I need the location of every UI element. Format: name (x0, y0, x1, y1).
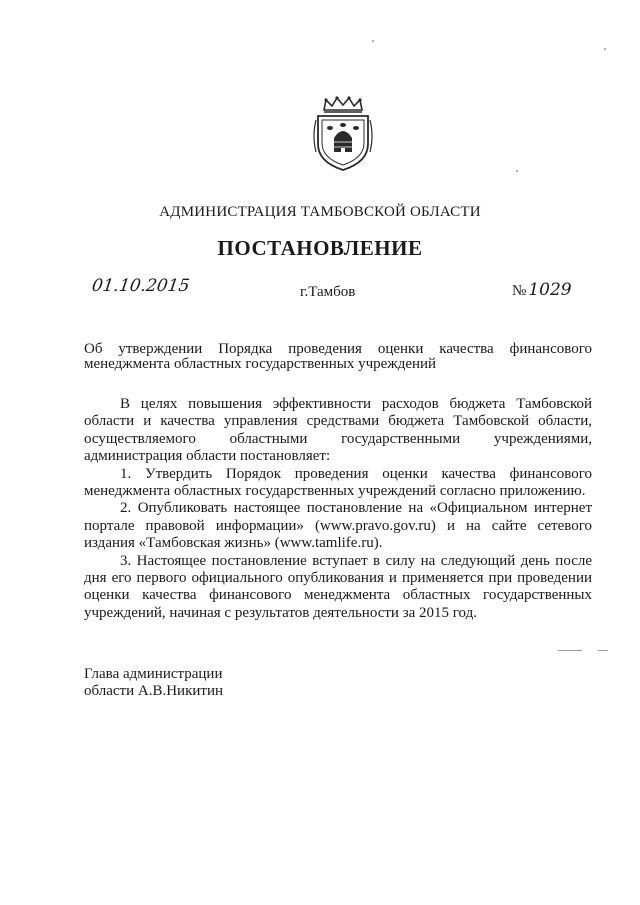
handwritten-date: 01.10.2015 (90, 276, 191, 296)
number-sign: № (512, 283, 527, 299)
clause-3-paragraph: 3. Настоящее постановление вступает в силу на следующий день после дня его первого официального опубликования и применяется при проведении оценки качества финансового менеджмента областных государственных учреждений, начиная с результатов деятельности за 2015 год. (84, 552, 592, 621)
signature-name: области А.В.Никитин (84, 683, 224, 700)
document-type-title: ПОСТАНОВЛЕНИЕ (217, 236, 423, 260)
document-body (84, 396, 592, 622)
document-subject: Об утверждении Порядка проведения оценки качества финансового менеджмента областных государственных учреждений (84, 341, 592, 372)
clause-1-paragraph: 1. Утвердить Порядок проведения оценки качества финансового менеджмента областных государственных учреждений согласно приложению. (84, 465, 592, 500)
document-number (512, 280, 572, 300)
authority-title: АДМИНИСТРАЦИЯ ТАМБОВСКОЙ ОБЛАСТИ (159, 204, 481, 220)
signature-position: Глава администрации (84, 666, 223, 682)
clause-2-paragraph: 2. Опубликовать настоящее постановление на «Официальном интернет портале правовой информации» (www.pravo.gov.ru) и на сайте сетевого издания «Тамбовская жизнь» (www.tamlife.ru). (84, 500, 592, 552)
scan-speck (372, 40, 374, 42)
scan-speck (516, 170, 518, 172)
signature-block (84, 666, 223, 701)
scan-speck (604, 48, 606, 50)
coat-of-arms-icon (312, 96, 374, 172)
city-label: г.Тамбов (300, 284, 356, 300)
scan-speck (558, 650, 582, 651)
preamble-paragraph: В целях повышения эффективности расходов бюджета Тамбовской области и качества управления средствами бюджета Тамбовской области, осуществляемого областными государственными учреждениями, администрация области постановляет: (84, 396, 592, 465)
handwritten-number: 1029 (528, 280, 572, 300)
scan-speck (598, 650, 608, 651)
